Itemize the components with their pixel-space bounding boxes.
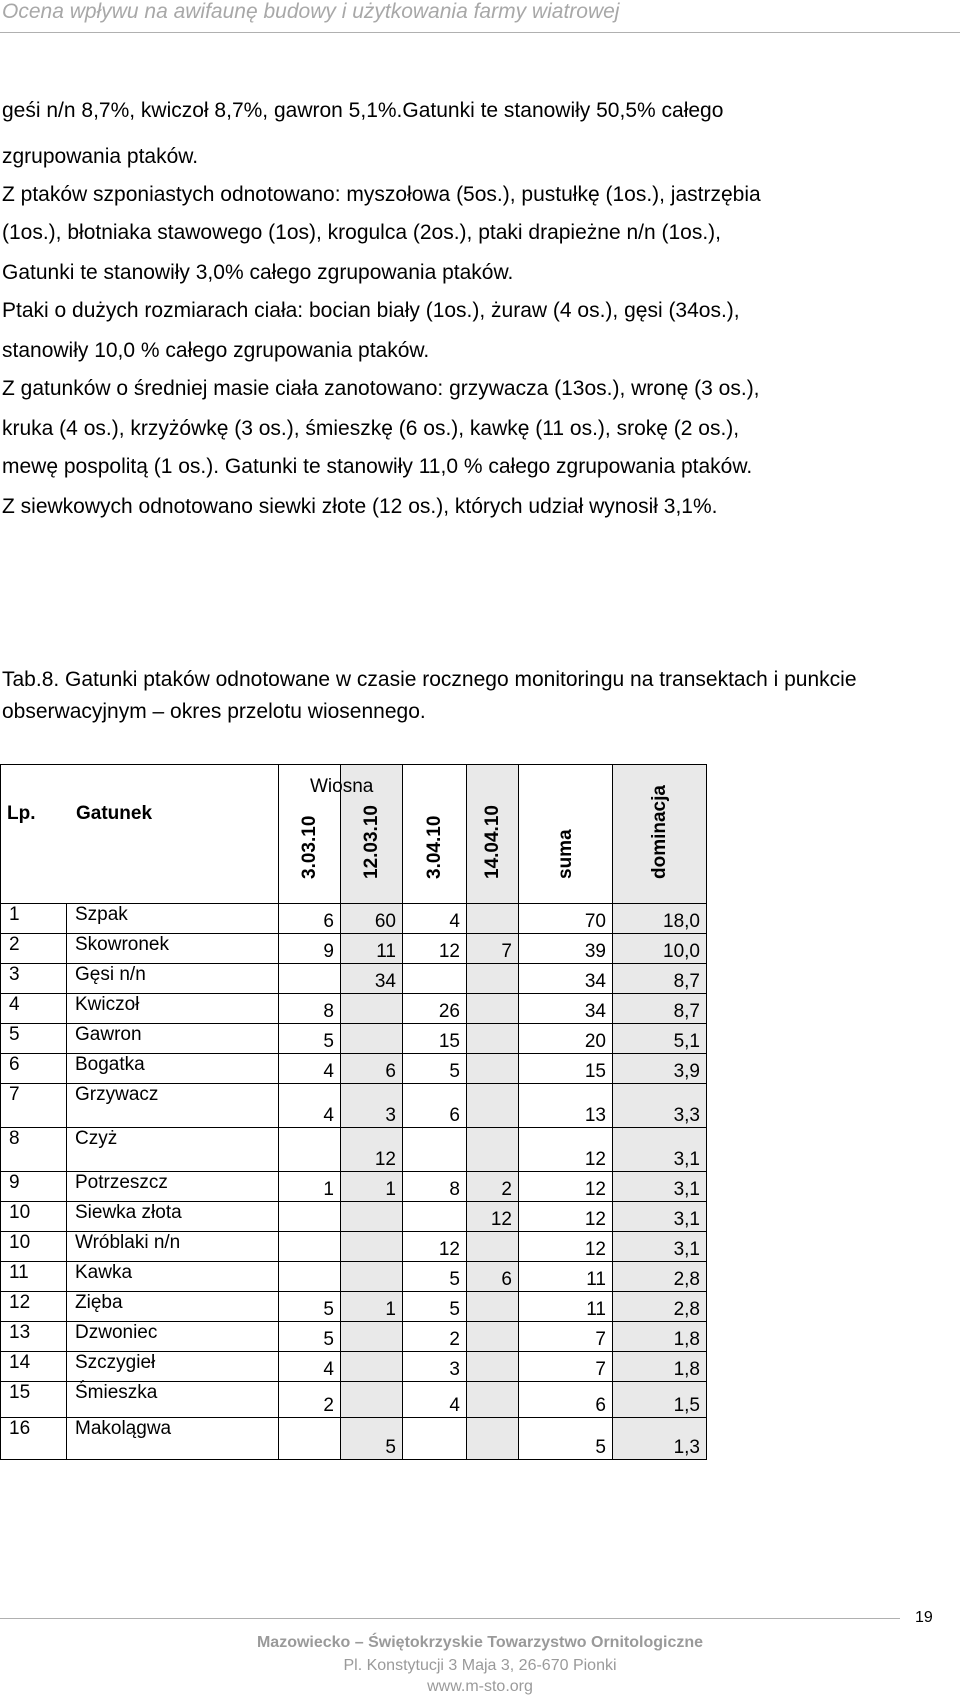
table-row [1,1418,707,1460]
cell-lp: 10 [1,1232,67,1262]
cell-d3: 3 [403,1352,467,1382]
cell-d4 [467,1382,519,1418]
cell-dominacja: 8,7 [613,964,707,994]
cell-dominacja: 3,1 [613,1202,707,1232]
cell-d2 [341,1262,403,1292]
cell-dominacja: 3,1 [613,1232,707,1262]
cell-dominacja: 3,1 [613,1128,707,1172]
cell-d4 [467,1232,519,1262]
species-table [0,764,707,1460]
header-suma [519,765,613,904]
paragraph-line: stanowiły 10,0 % całego zgrupowania ptaków. [2,339,430,362]
cell-suma: 5 [519,1418,613,1460]
cell-d2: 12 [341,1128,403,1172]
cell-species-name: Grzywacz [67,1084,279,1128]
cell-d4 [467,904,519,934]
table-row [1,904,707,934]
cell-suma: 7 [519,1352,613,1382]
footer-website: www.m-sto.org [427,1678,533,1695]
cell-lp: 15 [1,1382,67,1418]
cell-d2: 6 [341,1054,403,1084]
table-row [1,1172,707,1202]
paragraph-line: Z gatunków o średniej masie ciała zanotowano: grzywacza (13os.), wronę (3 os.), [2,377,760,400]
paragraph-line: zgrupowania ptaków. [2,145,199,168]
cell-d3: 5 [403,1292,467,1322]
cell-dominacja: 1,3 [613,1418,707,1460]
table-row [1,964,707,994]
cell-d4 [467,1418,519,1460]
cell-lp: 2 [1,934,67,964]
header-lp-gatunek-cell [1,765,279,904]
cell-d3 [403,1202,467,1232]
cell-suma: 11 [519,1262,613,1292]
cell-dominacja: 3,1 [613,1172,707,1202]
cell-species-name: Szpak [67,904,279,934]
cell-d4 [467,964,519,994]
cell-d3 [403,1418,467,1460]
cell-d4 [467,1128,519,1172]
cell-d1: 5 [279,1322,341,1352]
cell-d2 [341,1232,403,1262]
cell-lp: 16 [1,1418,67,1460]
table-row [1,1262,707,1292]
cell-d1: 8 [279,994,341,1024]
cell-lp: 5 [1,1024,67,1054]
cell-species-name: Czyż [67,1128,279,1172]
cell-d3: 26 [403,994,467,1024]
header-date-4-label: 14.04.10 [481,805,503,879]
paragraph-line: Z siewkowych odnotowano siewki złote (12 os.), których udział wynosił 3,1%. [2,495,718,518]
cell-suma: 6 [519,1382,613,1418]
cell-d3: 5 [403,1262,467,1292]
cell-d3: 4 [403,904,467,934]
cell-lp: 11 [1,1262,67,1292]
cell-d1: 9 [279,934,341,964]
cell-d3: 4 [403,1382,467,1418]
cell-d3: 5 [403,1054,467,1084]
header-suma-label: suma [554,829,576,879]
table-row [1,1084,707,1128]
header-date-3-label: 3.04.10 [423,815,445,879]
cell-lp: 14 [1,1352,67,1382]
cell-d1 [279,1418,341,1460]
cell-lp: 6 [1,1054,67,1084]
cell-lp: 3 [1,964,67,994]
cell-suma: 7 [519,1322,613,1352]
table-row [1,994,707,1024]
cell-d1: 2 [279,1382,341,1418]
header-date-4 [467,765,519,904]
header-date-3 [403,765,467,904]
cell-d1: 5 [279,1292,341,1322]
header-gatunek: Gatunek [76,803,153,824]
cell-dominacja: 3,3 [613,1084,707,1128]
cell-d4 [467,1024,519,1054]
table-caption: Tab.8. Gatunki ptaków odnotowane w czasie rocznego monitoringu na transektach i punkcie obserwacyjnym – okres przelotu wiosennego. [2,668,857,723]
cell-d2 [341,1024,403,1054]
paragraph-line: kruka (4 os.), krzyżówkę (3 os.), śmieszkę (6 os.), kawkę (11 os.), srokę (2 os.), [2,417,740,440]
table-row [1,1322,707,1352]
table-row [1,1202,707,1232]
cell-d1: 4 [279,1084,341,1128]
header-date-2-label: 12.03.10 [360,805,382,879]
cell-lp: 8 [1,1128,67,1172]
paragraph-line: mewę pospolitą (1 os.). Gatunki te stanowiły 11,0 % całego zgrupowania ptaków. [2,455,753,478]
footer-divider [0,1618,900,1619]
header-divider [0,32,960,33]
cell-lp: 10 [1,1202,67,1232]
cell-species-name: Makolągwa [67,1418,279,1460]
cell-d1 [279,1128,341,1172]
cell-suma: 34 [519,964,613,994]
cell-d2: 1 [341,1172,403,1202]
cell-d4 [467,1084,519,1128]
cell-dominacja: 8,7 [613,994,707,1024]
cell-lp: 4 [1,994,67,1024]
footer-organization: Mazowiecko – Świętokrzyskie Towarzystwo Ornitologiczne [256,1634,704,1651]
paragraph-line: Ptaki o dużych rozmiarach ciała: bocian biały (1os.), żuraw (4 os.), gęsi (34os.), [2,299,740,322]
cell-d3: 12 [403,934,467,964]
cell-dominacja: 1,8 [613,1322,707,1352]
cell-species-name: Zięba [67,1292,279,1322]
cell-d2: 60 [341,904,403,934]
cell-suma: 12 [519,1128,613,1172]
footer-address: Pl. Konstytucji 3 Maja 3, 26-670 Pionki [343,1657,617,1674]
cell-d1: 1 [279,1172,341,1202]
table-row [1,1024,707,1054]
cell-species-name: Skowronek [67,934,279,964]
cell-d3: 12 [403,1232,467,1262]
cell-dominacja: 2,8 [613,1262,707,1292]
paragraph-line: Z ptaków szponiastych odnotowano: myszołowa (5os.), pustułkę (1os.), jastrzębia [2,183,761,206]
cell-species-name: Kawka [67,1262,279,1292]
cell-dominacja: 1,5 [613,1382,707,1418]
cell-species-name: Kwiczoł [67,994,279,1024]
cell-d4 [467,1054,519,1084]
cell-d1 [279,1202,341,1232]
cell-d2: 34 [341,964,403,994]
cell-d3 [403,1128,467,1172]
cell-lp: 1 [1,904,67,934]
cell-species-name: Gawron [67,1024,279,1054]
cell-d2 [341,994,403,1024]
cell-d2: 3 [341,1084,403,1128]
cell-lp: 9 [1,1172,67,1202]
cell-d4 [467,1352,519,1382]
header-season: Wiosna [310,776,374,797]
cell-d4: 2 [467,1172,519,1202]
paragraph-line: Gatunki te stanowiły 3,0% całego zgrupowania ptaków. [2,261,514,284]
cell-d4: 7 [467,934,519,964]
paragraph-line: (1os.), błotniaka stawowego (1os), krogulca (2os.), ptaki drapieżne n/n (1os.), [2,221,722,244]
cell-d4 [467,994,519,1024]
cell-dominacja: 2,8 [613,1292,707,1322]
table-row [1,1232,707,1262]
cell-d1: 5 [279,1024,341,1054]
cell-d3: 15 [403,1024,467,1054]
page-number: 19 [915,1609,933,1626]
cell-d2 [341,1202,403,1232]
cell-species-name: Dzwoniec [67,1322,279,1352]
cell-d2: 1 [341,1292,403,1322]
cell-species-name: Siewka złota [67,1202,279,1232]
document-header-title: Ocena wpływu na awifaunę budowy i użytkowania farmy wiatrowej [2,0,620,23]
header-date-1-label: 3.03.10 [298,815,320,879]
cell-d1 [279,1232,341,1262]
cell-suma: 39 [519,934,613,964]
table-row [1,1352,707,1382]
cell-dominacja: 3,9 [613,1054,707,1084]
cell-d4: 12 [467,1202,519,1232]
cell-suma: 20 [519,1024,613,1054]
cell-d3: 6 [403,1084,467,1128]
cell-d1: 6 [279,904,341,934]
table-row [1,934,707,964]
table-row [1,1054,707,1084]
cell-species-name: Potrzeszcz [67,1172,279,1202]
cell-d1: 4 [279,1352,341,1382]
cell-suma: 12 [519,1202,613,1232]
cell-d1 [279,964,341,994]
cell-d4: 6 [467,1262,519,1292]
cell-d2 [341,1322,403,1352]
cell-lp: 12 [1,1292,67,1322]
cell-d2 [341,1382,403,1418]
cell-dominacja: 5,1 [613,1024,707,1054]
cell-suma: 12 [519,1232,613,1262]
table-row [1,1292,707,1322]
cell-d2: 11 [341,934,403,964]
cell-d1 [279,1262,341,1292]
cell-suma: 13 [519,1084,613,1128]
header-lp: Lp. [7,803,36,824]
cell-lp: 7 [1,1084,67,1128]
paragraph-line: geśi n/n 8,7%, kwiczoł 8,7%, gawron 5,1%.Gatunki te stanowiły 50,5% całego [2,99,724,122]
header-dominacja [613,765,707,904]
cell-suma: 12 [519,1172,613,1202]
cell-species-name: Śmieszka [67,1382,279,1418]
cell-species-name: Gęsi n/n [67,964,279,994]
cell-lp: 13 [1,1322,67,1352]
cell-species-name: Wróblaki n/n [67,1232,279,1262]
cell-dominacja: 1,8 [613,1352,707,1382]
cell-suma: 34 [519,994,613,1024]
cell-species-name: Bogatka [67,1054,279,1084]
cell-suma: 11 [519,1292,613,1322]
cell-d2: 5 [341,1418,403,1460]
cell-d2 [341,1352,403,1382]
cell-d4 [467,1292,519,1322]
cell-d1: 4 [279,1054,341,1084]
cell-dominacja: 18,0 [613,904,707,934]
cell-d4 [467,1322,519,1352]
table-row [1,1382,707,1418]
cell-species-name: Szczygieł [67,1352,279,1382]
cell-suma: 15 [519,1054,613,1084]
cell-suma: 70 [519,904,613,934]
table-row [1,1128,707,1172]
cell-d3: 8 [403,1172,467,1202]
cell-d3 [403,964,467,994]
cell-dominacja: 10,0 [613,934,707,964]
cell-d3: 2 [403,1322,467,1352]
header-dominacja-label: dominacja [648,785,670,879]
